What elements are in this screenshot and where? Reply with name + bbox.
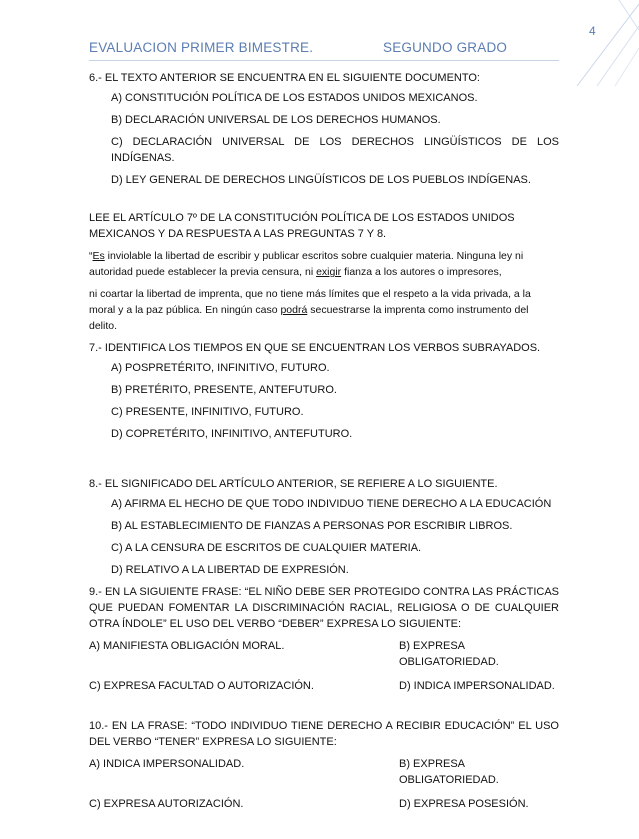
q10-option-c: C) EXPRESA AUTORIZACIÓN. [89, 798, 244, 810]
article-text-2: ni coartar la libertad de imprenta, que no tiene más límites que el respeto a la vida privada, a la moral y a la paz pública. En ningún caso podrá secuestrarse la imprenta como instrumento del delito. [89, 288, 531, 332]
q7-option-d: D) COPRETÉRITO, INFINITIVO, ANTEFUTURO. [111, 428, 353, 440]
q6-option-c: C) DECLARACIÓN UNIVERSAL DE LOS DERECHOS LINGÜÍSTICOS DE LOS INDÍGENAS. [111, 136, 559, 164]
header-title: EVALUACION PRIMER BIMESTRE. [89, 40, 314, 55]
verb-es: Es [92, 250, 105, 262]
q9-options-row-2 [89, 678, 559, 694]
verb-podra: podrá [280, 304, 308, 316]
question-10: 10.- EN LA FRASE: “TODO INDIVIDUO TIENE DERECHO A RECIBIR EDUCACIÓN” EL USO DEL VERBO “TENER” EXPRESA LO SIGUIENTE: [89, 720, 559, 748]
q9-option-a: A) MANIFIESTA OBLIGACIÓN MORAL. [89, 640, 285, 652]
exam-content [89, 64, 559, 820]
q7-option-c: C) PRESENTE, INFINITIVO, FUTURO. [111, 406, 304, 418]
q6-option-d: D) LEY GENERAL DE DERECHOS LINGÜÍSTICOS DE LOS PUEBLOS INDÍGENAS. [111, 174, 531, 186]
q6-option-b: B) DECLARACIÓN UNIVERSAL DE LOS DERECHOS HUMANOS. [111, 114, 441, 126]
question-8: 8.- EL SIGNIFICADO DEL ARTÍCULO ANTERIOR, SE REFIERE A LO SIGUIENTE. [89, 478, 498, 490]
q10-option-d: D) EXPRESA POSESIÓN. [399, 798, 529, 810]
q9-option-d: D) INDICA IMPERSONALIDAD. [399, 680, 555, 692]
q8-option-a: A) AFIRMA EL HECHO DE QUE TODO INDIVIDUO TIENE DERECHO A LA EDUCACIÓN [111, 498, 552, 510]
q9-options-row-1 [89, 638, 559, 670]
article-text-1: “Es inviolable la libertad de escribir y publicar escritos sobre cualquier materia. Ninguna ley ni autoridad puede establecer la previa censura, ni exigir fianza a los autores o impresores, [89, 250, 524, 278]
q7-option-a: A) POSPRETÉRITO, INFINITIVO, FUTURO. [111, 362, 330, 374]
q10-option-a: A) INDICA IMPERSONALIDAD. [89, 758, 245, 770]
question-6: 6.- EL TEXTO ANTERIOR SE ENCUENTRA EN EL SIGUIENTE DOCUMENTO: [89, 72, 480, 84]
article-intro: LEE EL ARTÍCULO 7º DE LA CONSTITUCIÓN POLÍTICA DE LOS ESTADOS UNIDOS MEXICANOS Y DA RESPUESTA A LAS PREGUNTAS 7 Y 8. [89, 212, 515, 240]
question-9: 9.- EN LA SIGUIENTE FRASE: “EL NIÑO DEBE SER PROTEGIDO CONTRA LAS PRÁCTICAS QUE PUEDAN FOMENTAR LA DISCRIMINACIÓN RACIAL, RELIGIOSA O DE CUALQUIER OTRA ÍNDOLE” EL USO DEL VERBO “DEBER” EXPRESA LO SIGUIENTE: [89, 586, 559, 630]
q8-option-d: D) RELATIVO A LA LIBERTAD DE EXPRESIÓN. [111, 564, 349, 576]
q9-option-c: C) EXPRESA FACULTAD O AUTORIZACIÓN. [89, 680, 314, 692]
q6-option-a: A) CONSTITUCIÓN POLÍTICA DE LOS ESTADOS UNIDOS MEXICANOS. [111, 92, 478, 104]
verb-exigir: exigir [316, 266, 342, 278]
header-grade: SEGUNDO GRADO [383, 40, 508, 55]
header-divider [89, 60, 559, 61]
page-number: 4 [589, 24, 596, 38]
q10-options-row-1 [89, 756, 559, 788]
corner-decoration-icon [559, 0, 639, 90]
q10-option-b: B) EXPRESA OBLIGATORIEDAD. [399, 758, 499, 786]
q8-option-c: C) A LA CENSURA DE ESCRITOS DE CUALQUIER MATERIA. [111, 542, 422, 554]
q10-options-row-2 [89, 796, 559, 812]
q9-option-b: B) EXPRESA OBLIGATORIEDAD. [399, 640, 499, 668]
q7-option-b: B) PRETÉRITO, PRESENTE, ANTEFUTURO. [111, 384, 337, 396]
q8-option-b: B) AL ESTABLECIMIENTO DE FIANZAS A PERSONAS POR ESCRIBIR LIBROS. [111, 520, 513, 532]
question-7: 7.- IDENTIFICA LOS TIEMPOS EN QUE SE ENCUENTRAN LOS VERBOS SUBRAYADOS. [89, 342, 541, 354]
